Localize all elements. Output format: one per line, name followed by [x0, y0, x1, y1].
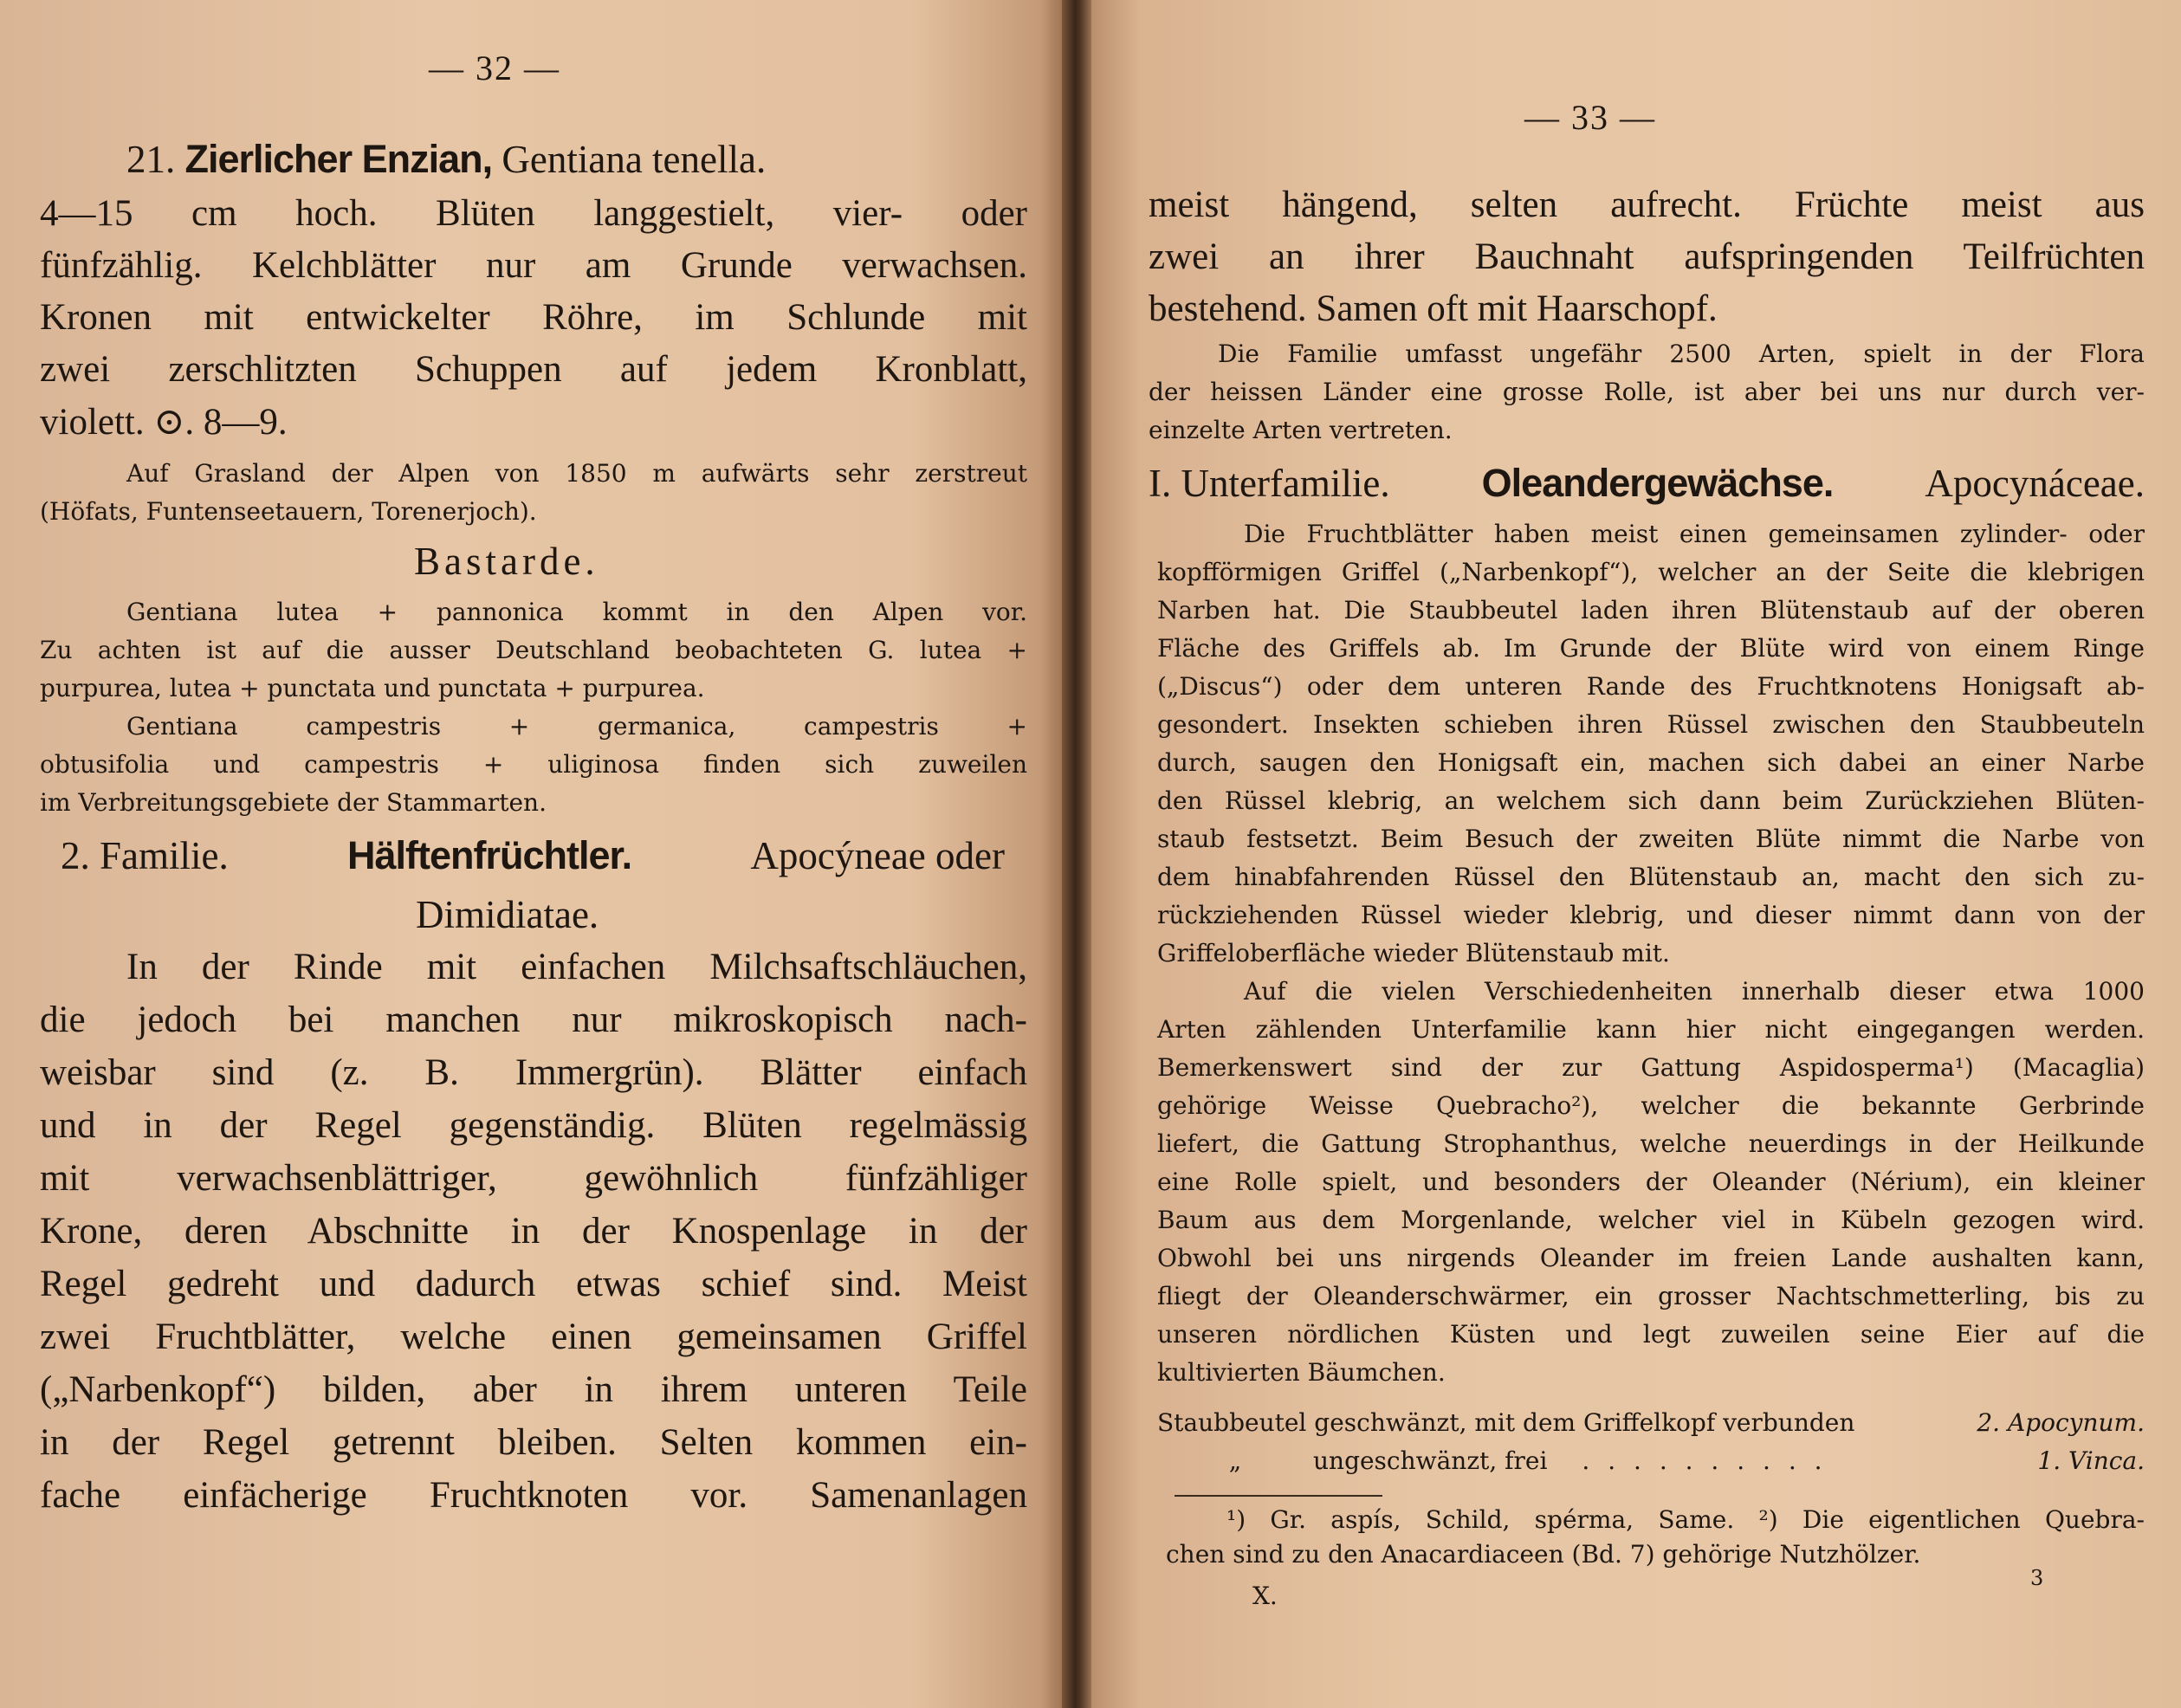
desc-line: Kronen mit entwickelter Röhre, im Schlunde mit — [40, 297, 1027, 338]
subfamily-desc-line: kultivierten Bäumchen. — [1157, 1358, 1446, 1387]
footnote-rule — [1175, 1495, 1382, 1497]
page-number-left: — 32 — — [429, 49, 560, 87]
bastarde-heading: Bastarde. — [414, 540, 599, 583]
bastarde-line: Zu achten ist auf die ausser Deutschland beobachteten G. lutea + — [40, 636, 1027, 664]
family-desc-line: fache einfächerige Fruchtknoten vor. Samenanlagen — [40, 1475, 1027, 1516]
subfamily-desc-line: dem hinabfahrenden Rüssel den Blütenstaub an, macht den sich zu- — [1157, 863, 2145, 891]
page-number-right: — 33 — — [1524, 98, 1656, 137]
subfamily-desc-line: Narben hat. Die Staubbeutel laden ihren Blütenstaub auf der oberen — [1157, 596, 2145, 624]
bastarde-line: obtusifolia und campestris + uliginosa finden sich zuweilen — [40, 750, 1027, 779]
subfamily-desc-line: liefert, die Gattung Strophanthus, welche neuerdings in der Heilkunde — [1157, 1129, 2145, 1158]
habitat-line: Auf Grasland der Alpen von 1850 m aufwärts sehr zerstreut — [126, 459, 1027, 488]
subfamily-desc-line: den Rüssel klebrig, an welchem sich dann beim Zurückziehen Blüten- — [1157, 786, 2145, 815]
subfamily-desc-line: („Discus“) oder dem unteren Rande des Fruchtknotens Honigsaft ab- — [1157, 672, 2145, 701]
desc-line: 4—15 cm hoch. Blüten langgestielt, vier- oder — [40, 193, 1027, 234]
subfamily-desc-line: gesondert. Insekten schieben ihren Rüssel zwischen den Staubbeuteln — [1157, 710, 2145, 739]
family-note-line: einzelte Arten vertreten. — [1149, 416, 1453, 444]
book-gutter — [1062, 0, 1091, 1708]
habitat-line: (Höfats, Funtenseetauern, Torenerjoch). — [40, 497, 537, 526]
subfamily-german-name: Oleandergewächse. — [1481, 461, 1834, 505]
bastarde-line: im Verbreitungsgebiete der Stammarten. — [40, 788, 547, 817]
bastarde-line: Gentiana lutea + pannonica kommt in den Alpen vor. — [126, 598, 1027, 626]
subfamily-desc-line: Griffeloberfläche wieder Blütenstaub mit. — [1157, 939, 1670, 967]
subfamily-prefix: I. Unterfamilie. — [1149, 462, 1390, 505]
continued-line: bestehend. Samen oft mit Haarschopf. — [1149, 288, 1718, 329]
family-desc-line: in der Regel getrennt bleiben. Selten kommen ein- — [40, 1422, 1027, 1463]
subfamily-desc-line: fliegt der Oleanderschwärmer, ein grosser Nachtschmetterling, bis zu — [1157, 1282, 2145, 1310]
signature-mark: X. — [1252, 1582, 1278, 1610]
bastarde-line: Gentiana campestris + germanica, campestris + — [126, 712, 1027, 741]
subfamily-desc-line: Bemerkenswert sind der zur Gattung Aspidosperma¹) (Macaglia) — [1157, 1053, 2145, 1082]
family-desc-line: Regel gedreht und dadurch etwas schief sind. Meist — [40, 1264, 1027, 1304]
continued-line: meist hängend, selten aufrecht. Früchte meist aus — [1149, 184, 2145, 225]
key-row-1-result: 2. Apocynum. — [1977, 1408, 2145, 1437]
subfamily-desc-line: kopfförmigen Griffel („Narbenkopf“), welcher an der Seite die klebrigen — [1157, 558, 2145, 586]
subfamily-desc-line: staub festsetzt. Beim Besuch der zweiten Blüte nimmt die Narbe von — [1157, 825, 2145, 853]
family-desc-line: („Narbenkopf“) bilden, aber in ihrem unteren Teile — [40, 1369, 1027, 1410]
key-row-2-leader-dots: . . . . . . . . . . — [1582, 1446, 1828, 1475]
desc-line: violett. ⊙. 8—9. — [40, 402, 288, 443]
family-latin-name: Apocýneae oder — [750, 834, 1005, 877]
key-row-1-text: Staubbeutel geschwänzt, mit dem Griffelkopf verbunden — [1157, 1408, 1855, 1437]
subfamily-desc-line: Obwohl bei uns nirgends Oleander im freien Lande aushalten kann, — [1157, 1244, 2145, 1272]
family-heading — [61, 833, 1005, 878]
family-german-name: Hälftenfrüchtler. — [347, 833, 632, 877]
sheet-number: 3 — [2030, 1566, 2044, 1590]
family-desc-line: zwei Fruchtblätter, welche einen gemeinsamen Griffel — [40, 1317, 1027, 1357]
species-heading — [126, 137, 766, 182]
key-row-2-text: ungeschwänzt, frei — [1313, 1446, 1548, 1475]
family-note-line: Die Familie umfasst ungefähr 2500 Arten, spielt in der Flora — [1218, 340, 2145, 368]
family-latin-name-2: Dimidiatae. — [416, 893, 599, 936]
family-note-line: der heissen Länder eine grosse Rolle, ist aber bei uns nur durch ver- — [1149, 378, 2145, 406]
key-row-2-result: 1. Vinca. — [2037, 1446, 2145, 1475]
family-desc-line: und in der Regel gegenständig. Blüten regelmässig — [40, 1105, 1027, 1146]
desc-line: fünfzählig. Kelchblätter nur am Grunde verwachsen. — [40, 245, 1027, 286]
species-latin-name: Gentiana tenella. — [502, 138, 767, 181]
continued-line: zwei an ihrer Bauchnaht aufspringenden Teilfrüchten — [1149, 236, 2145, 277]
key-row-2-ditto-mark: „ — [1228, 1446, 1242, 1475]
family-prefix: 2. Familie. — [61, 834, 229, 877]
subfamily-desc-line: unseren nördlichen Küsten und legt zuweilen seine Eier auf die — [1157, 1320, 2145, 1349]
family-desc-line: die jedoch bei manchen nur mikroskopisch nach- — [40, 1000, 1027, 1040]
subfamily-latin-name: Apocynáceae. — [1925, 462, 2145, 505]
species-german-name: Zierlicher Enzian, — [184, 137, 493, 181]
footnote-line: ¹) Gr. aspís, Schild, spérma, Same. ²) Die eigentlichen Quebra- — [1226, 1505, 2145, 1534]
subfamily-desc-line: rückziehenden Rüssel wieder klebrig, und dieser nimmt dann von der — [1157, 901, 2145, 929]
subfamily-desc-line: eine Rolle spielt, und besonders der Oleander (Nérium), ein kleiner — [1157, 1168, 2145, 1196]
left-page — [0, 0, 1072, 1708]
subfamily-desc-line: Auf die vielen Verschiedenheiten innerhalb dieser etwa 1000 — [1244, 977, 2145, 1006]
subfamily-desc-line: Fläche des Griffels ab. Im Grunde der Blüte wird von einem Ringe — [1157, 634, 2145, 663]
family-desc-line: Krone, deren Abschnitte in der Knospenlage in der — [40, 1211, 1027, 1252]
key-row-2 — [1157, 1446, 2145, 1475]
subfamily-desc-line: gehörige Weisse Quebracho²), welcher die bekannte Gerbrinde — [1157, 1091, 2145, 1120]
footnote-line: chen sind zu den Anacardiaceen (Bd. 7) gehörige Nutzhölzer. — [1166, 1540, 1921, 1569]
subfamily-desc-line: Baum aus dem Morgenlande, welcher viel in Kübeln gezogen wird. — [1157, 1206, 2145, 1234]
species-number: 21. — [126, 138, 176, 181]
family-desc-line: In der Rinde mit einfachen Milchsaftschläuchen, — [126, 947, 1027, 987]
bastarde-line: purpurea, lutea + punctata und punctata + purpurea. — [40, 674, 705, 702]
family-desc-line: weisbar sind (z. B. Immergrün). Blätter einfach — [40, 1052, 1027, 1093]
subfamily-desc-line: durch, saugen den Honigsaft ein, machen sich dabei an einer Narbe — [1157, 748, 2145, 777]
family-desc-line: mit verwachsenblättriger, gewöhnlich fünfzähliger — [40, 1158, 1027, 1199]
desc-line: zwei zerschlitzten Schuppen auf jedem Kronblatt, — [40, 349, 1027, 390]
key-row-1 — [1157, 1408, 2145, 1437]
subfamily-heading — [1149, 461, 2145, 506]
subfamily-desc-line: Die Fruchtblätter haben meist einen gemeinsamen zylinder- oder — [1244, 520, 2145, 548]
right-page — [1084, 0, 2181, 1708]
subfamily-desc-line: Arten zählenden Unterfamilie kann hier nicht eingegangen werden. — [1157, 1015, 2145, 1044]
